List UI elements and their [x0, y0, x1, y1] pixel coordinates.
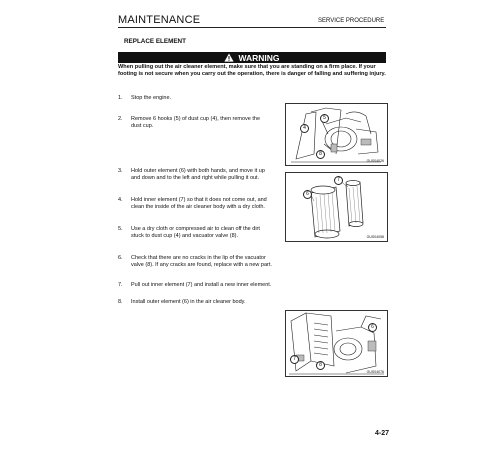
- page-number: 4-27: [375, 430, 390, 437]
- figure-caption: GUS04058: [366, 235, 384, 239]
- air-cleaner-illustration-2: [286, 311, 387, 376]
- callout-6: 6: [368, 323, 377, 332]
- figure-dust-cup: [285, 103, 388, 166]
- figure-install: [285, 310, 388, 377]
- callout-8: 8: [316, 150, 325, 159]
- step-3: [118, 168, 271, 182]
- step-text: Install outer element (6) in the air cleaner body.: [131, 299, 246, 305]
- air-cleaner-illustration-1: [286, 104, 387, 165]
- header-title: MAINTENANCE: [118, 14, 201, 26]
- callout-6: 6: [303, 190, 312, 199]
- callout-7: 7: [290, 355, 299, 364]
- warning-triangle-icon: [224, 53, 234, 62]
- step-number: 3.: [118, 168, 123, 174]
- step-number: 2.: [118, 116, 123, 122]
- step-text: Stop the engine.: [131, 95, 172, 101]
- figure-caption: GUS04026: [366, 159, 384, 163]
- figure-elements: [285, 172, 388, 242]
- figure-caption: GUS04076: [366, 370, 384, 374]
- step-number: 5.: [118, 226, 123, 232]
- step-number: 6.: [118, 255, 123, 261]
- step-text: Remove 6 hooks (5) of dust cup (4), then remove the dust cup.: [131, 116, 261, 129]
- step-1: [118, 95, 271, 102]
- callout-8: 8: [316, 361, 325, 370]
- step-number: 8.: [118, 299, 123, 305]
- step-text: Hold outer element (6) with both hands, and move it up and down and to the left and right while pulling it out.: [131, 168, 265, 181]
- step-text: Use a dry cloth or compressed air to clean off the dirt stuck to dust cup (4) and vacuator valve (8).: [131, 226, 260, 239]
- warning-label: WARNING: [238, 52, 280, 63]
- step-text: Check that there are no cracks in the lip of the vacuator valve (8). If any cracks are found, replace with a new part.: [131, 255, 272, 268]
- step-number: 1.: [118, 95, 123, 101]
- step-number: 7.: [118, 282, 123, 288]
- step-7: [118, 282, 386, 289]
- callout-5: 5: [320, 114, 329, 123]
- warning-text: When pulling out the air cleaner element, make sure that you are standing on a firm place. If your footing is not secure when you carry out the operation, there is danger of falling and suffering injury.: [118, 64, 386, 77]
- step-8: [118, 299, 386, 306]
- callout-7: 7: [334, 176, 343, 185]
- step-2: [118, 116, 271, 130]
- warning-banner: [118, 52, 386, 63]
- section-title: REPLACE ELEMENT: [124, 38, 186, 45]
- step-text: Pull out inner element (7) and install a new inner element.: [131, 282, 272, 288]
- header-divider: [118, 27, 386, 28]
- step-5: [118, 226, 271, 240]
- callout-4: 4: [300, 124, 309, 133]
- step-text: Hold inner element (7) so that it does not come out, and clean the inside of the air cleaner body with a dry cloth.: [131, 197, 267, 210]
- step-6: [118, 255, 276, 269]
- step-number: 4.: [118, 197, 123, 203]
- header-subtitle: SERVICE PROCEDURE: [318, 18, 385, 24]
- step-4: [118, 197, 271, 211]
